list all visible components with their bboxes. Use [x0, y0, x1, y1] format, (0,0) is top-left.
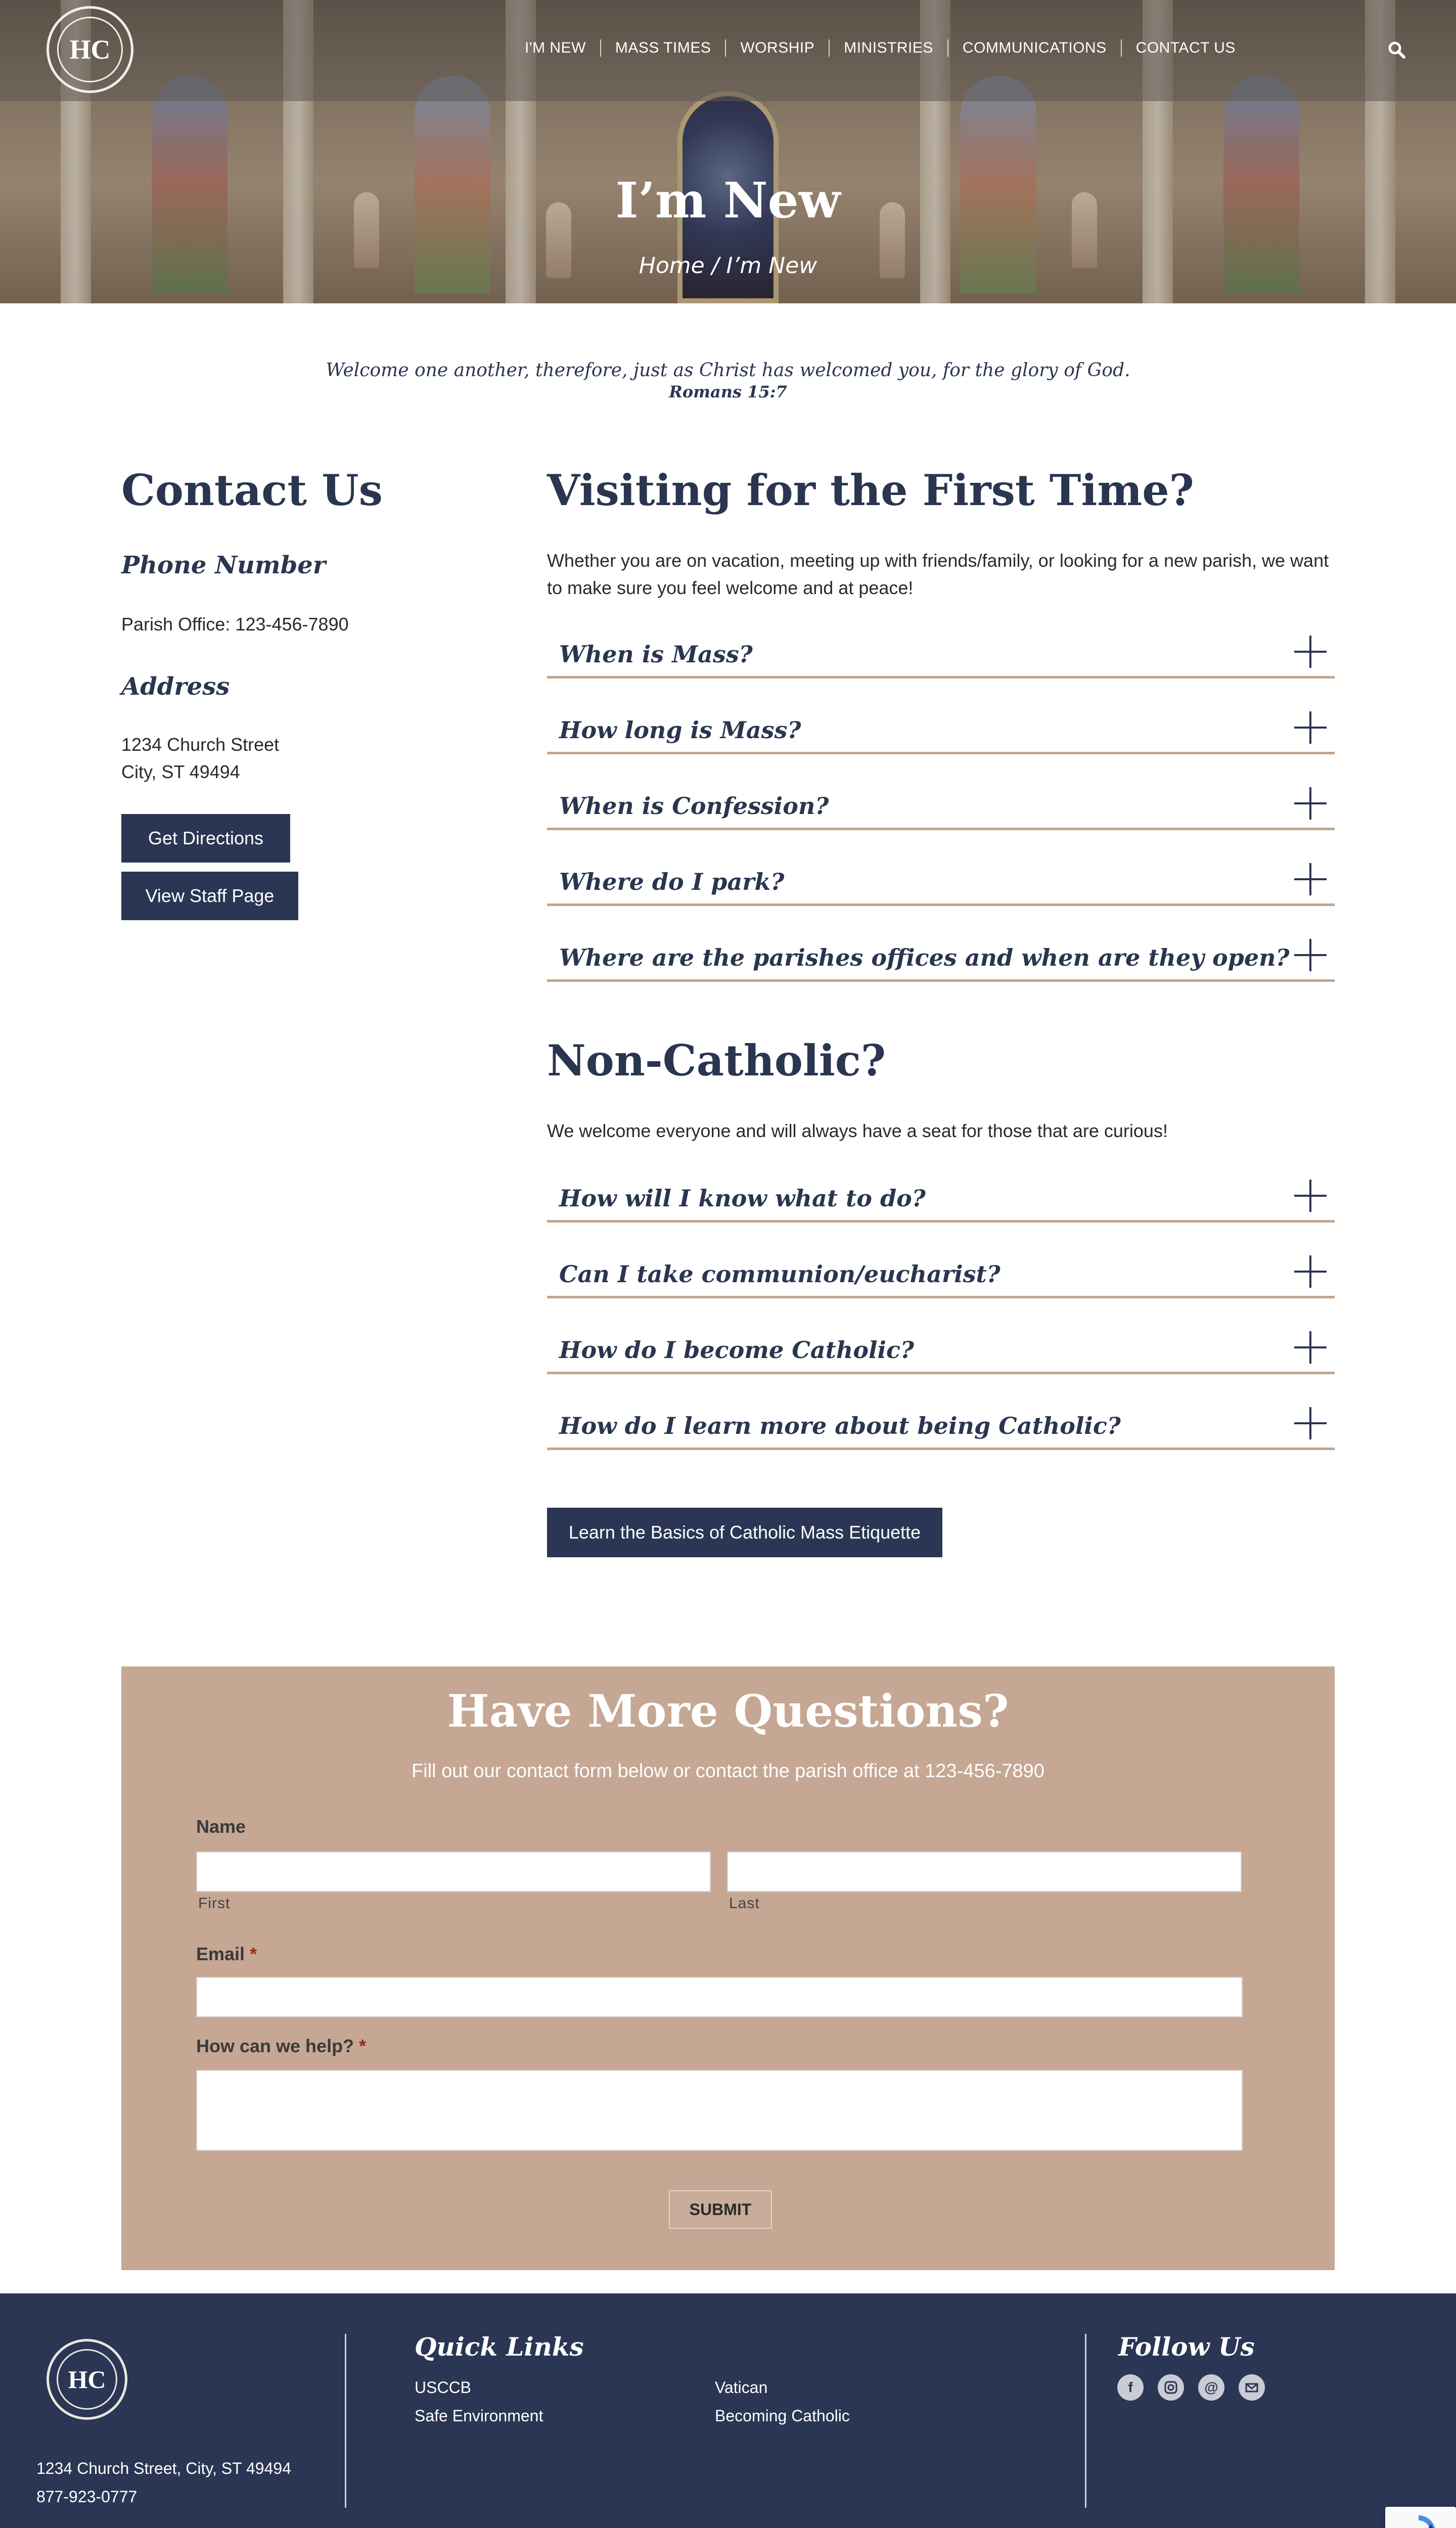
- questions-heading: Have More Questions?: [447, 1685, 1009, 1737]
- phone-number: Parish Office: 123-456-7890: [121, 614, 349, 635]
- expand-plus-icon[interactable]: [1294, 1180, 1327, 1212]
- page-title: I’m New: [615, 172, 841, 229]
- expand-plus-icon[interactable]: [1294, 711, 1327, 744]
- faq-item[interactable]: [547, 1319, 1335, 1374]
- last-sub-label: Last: [729, 1895, 760, 1912]
- instagram-icon[interactable]: [1158, 2374, 1184, 2401]
- faq-question: Where do I park?: [559, 868, 785, 895]
- footer-divider: [345, 2334, 346, 2508]
- footer-link-becoming-catholic[interactable]: Becoming Catholic: [715, 2407, 850, 2425]
- quick-links-heading: Quick Links: [415, 2332, 584, 2362]
- faq-question: How will I know what to do?: [559, 1185, 926, 1212]
- address-heading: Address: [121, 672, 230, 701]
- last-name-input[interactable]: [727, 1852, 1242, 1892]
- footer-link-usccb[interactable]: USCCB: [415, 2378, 472, 2397]
- scripture-reference: Romans 15:7: [669, 382, 787, 401]
- faq-item[interactable]: [547, 926, 1335, 982]
- faq-item[interactable]: [547, 1167, 1335, 1223]
- help-textarea[interactable]: [196, 2070, 1243, 2151]
- nav-contact-us[interactable]: CONTACT US: [1135, 39, 1236, 56]
- phone-heading: Phone Number: [121, 551, 326, 579]
- email-icon[interactable]: [1239, 2374, 1265, 2401]
- nav-worship[interactable]: WORSHIP: [726, 39, 830, 57]
- help-label-text: How can we help?: [196, 2036, 354, 2056]
- expand-plus-icon[interactable]: [1294, 1331, 1327, 1364]
- faq-item[interactable]: [547, 775, 1335, 830]
- first-name-input[interactable]: [196, 1852, 711, 1892]
- required-marker: *: [250, 1944, 257, 1964]
- footer-phone[interactable]: 877-923-0777: [36, 2488, 138, 2506]
- threads-icon[interactable]: @: [1198, 2374, 1224, 2401]
- top-navigation-bar: [0, 0, 1456, 101]
- faq-item[interactable]: [547, 623, 1335, 679]
- email-label: [196, 1944, 257, 1965]
- parish-logo[interactable]: [47, 6, 133, 93]
- view-staff-button[interactable]: View Staff Page: [121, 872, 298, 920]
- visiting-heading: Visiting for the First Time?: [547, 465, 1194, 515]
- nav-im-new[interactable]: I'M NEW: [511, 39, 601, 57]
- email-input[interactable]: [196, 1977, 1243, 2017]
- breadcrumb: [0, 253, 1456, 279]
- main-nav: [511, 39, 1250, 57]
- faq-question: How do I become Catholic?: [559, 1336, 914, 1364]
- follow-us-heading: Follow Us: [1118, 2332, 1255, 2362]
- footer-divider: [1085, 2334, 1086, 2508]
- expand-plus-icon[interactable]: [1294, 636, 1327, 668]
- address-line-2: City, ST 49494: [121, 761, 240, 782]
- recaptcha-badge[interactable]: [1385, 2507, 1456, 2528]
- footer: [0, 2293, 1456, 2528]
- logo-monogram: HC: [57, 17, 123, 82]
- faq-question: When is Confession?: [559, 792, 829, 820]
- visiting-intro: Whether you are on vacation, meeting up with friends/family, or looking for a new parish, we want to make sure you feel welcome and at peace!: [547, 550, 1329, 598]
- address-line-1: 1234 Church Street: [121, 734, 280, 755]
- help-label: [196, 2036, 366, 2057]
- name-label: Name: [196, 1816, 246, 1837]
- get-directions-button[interactable]: Get Directions: [121, 814, 290, 863]
- recaptcha-icon: [1400, 2514, 1437, 2528]
- nav-communications[interactable]: COMMUNICATIONS: [948, 39, 1122, 57]
- expand-plus-icon[interactable]: [1294, 1255, 1327, 1288]
- contact-heading: Contact Us: [121, 465, 383, 515]
- footer-address: 1234 Church Street, City, ST 49494: [36, 2459, 291, 2477]
- search-icon[interactable]: [1387, 40, 1405, 59]
- scripture-quote: Welcome one another, therefore, just as Christ has welcomed you, for the glory of God.: [326, 360, 1130, 381]
- first-sub-label: First: [198, 1895, 231, 1912]
- footer-logo-monogram: HC: [57, 2349, 117, 2410]
- breadcrumb-current: I’m New: [726, 253, 817, 279]
- faq-item[interactable]: [547, 1394, 1335, 1450]
- questions-subtitle: Fill out our contact form below or contact the parish office at 123-456-7890: [412, 1760, 1044, 1782]
- email-label-text: Email: [196, 1944, 245, 1964]
- faq-question: How do I learn more about being Catholic?: [559, 1412, 1121, 1439]
- facebook-icon[interactable]: f: [1117, 2374, 1144, 2401]
- expand-plus-icon[interactable]: [1294, 787, 1327, 820]
- noncatholic-heading: Non-Catholic?: [547, 1035, 886, 1086]
- breadcrumb-home[interactable]: Home: [639, 253, 705, 279]
- faq-question: How long is Mass?: [559, 716, 801, 744]
- contact-form-section: [121, 1666, 1335, 2270]
- faq-question: Where are the parishes offices and when are they open?: [559, 944, 1290, 971]
- nav-ministries[interactable]: MINISTRIES: [830, 39, 948, 57]
- mass-etiquette-button[interactable]: Learn the Basics of Catholic Mass Etiquette: [547, 1508, 942, 1557]
- footer-logo[interactable]: [47, 2339, 127, 2420]
- breadcrumb-separator: /: [704, 253, 726, 279]
- submit-button[interactable]: SUBMIT: [669, 2190, 772, 2229]
- faq-item[interactable]: [547, 850, 1335, 906]
- noncatholic-intro: We welcome everyone and will always have a seat for those that are curious!: [547, 1120, 1168, 1141]
- faq-item[interactable]: [547, 699, 1335, 754]
- faq-question: Can I take communion/eucharist?: [559, 1260, 1000, 1288]
- faq-item[interactable]: [547, 1243, 1335, 1298]
- required-marker: *: [359, 2036, 367, 2056]
- faq-question: When is Mass?: [559, 641, 753, 668]
- expand-plus-icon[interactable]: [1294, 1407, 1327, 1439]
- expand-plus-icon[interactable]: [1294, 863, 1327, 895]
- footer-link-safe-environment[interactable]: Safe Environment: [415, 2407, 543, 2425]
- footer-link-vatican[interactable]: Vatican: [715, 2378, 768, 2397]
- expand-plus-icon[interactable]: [1294, 939, 1327, 971]
- nav-mass-times[interactable]: MASS TIMES: [601, 39, 726, 57]
